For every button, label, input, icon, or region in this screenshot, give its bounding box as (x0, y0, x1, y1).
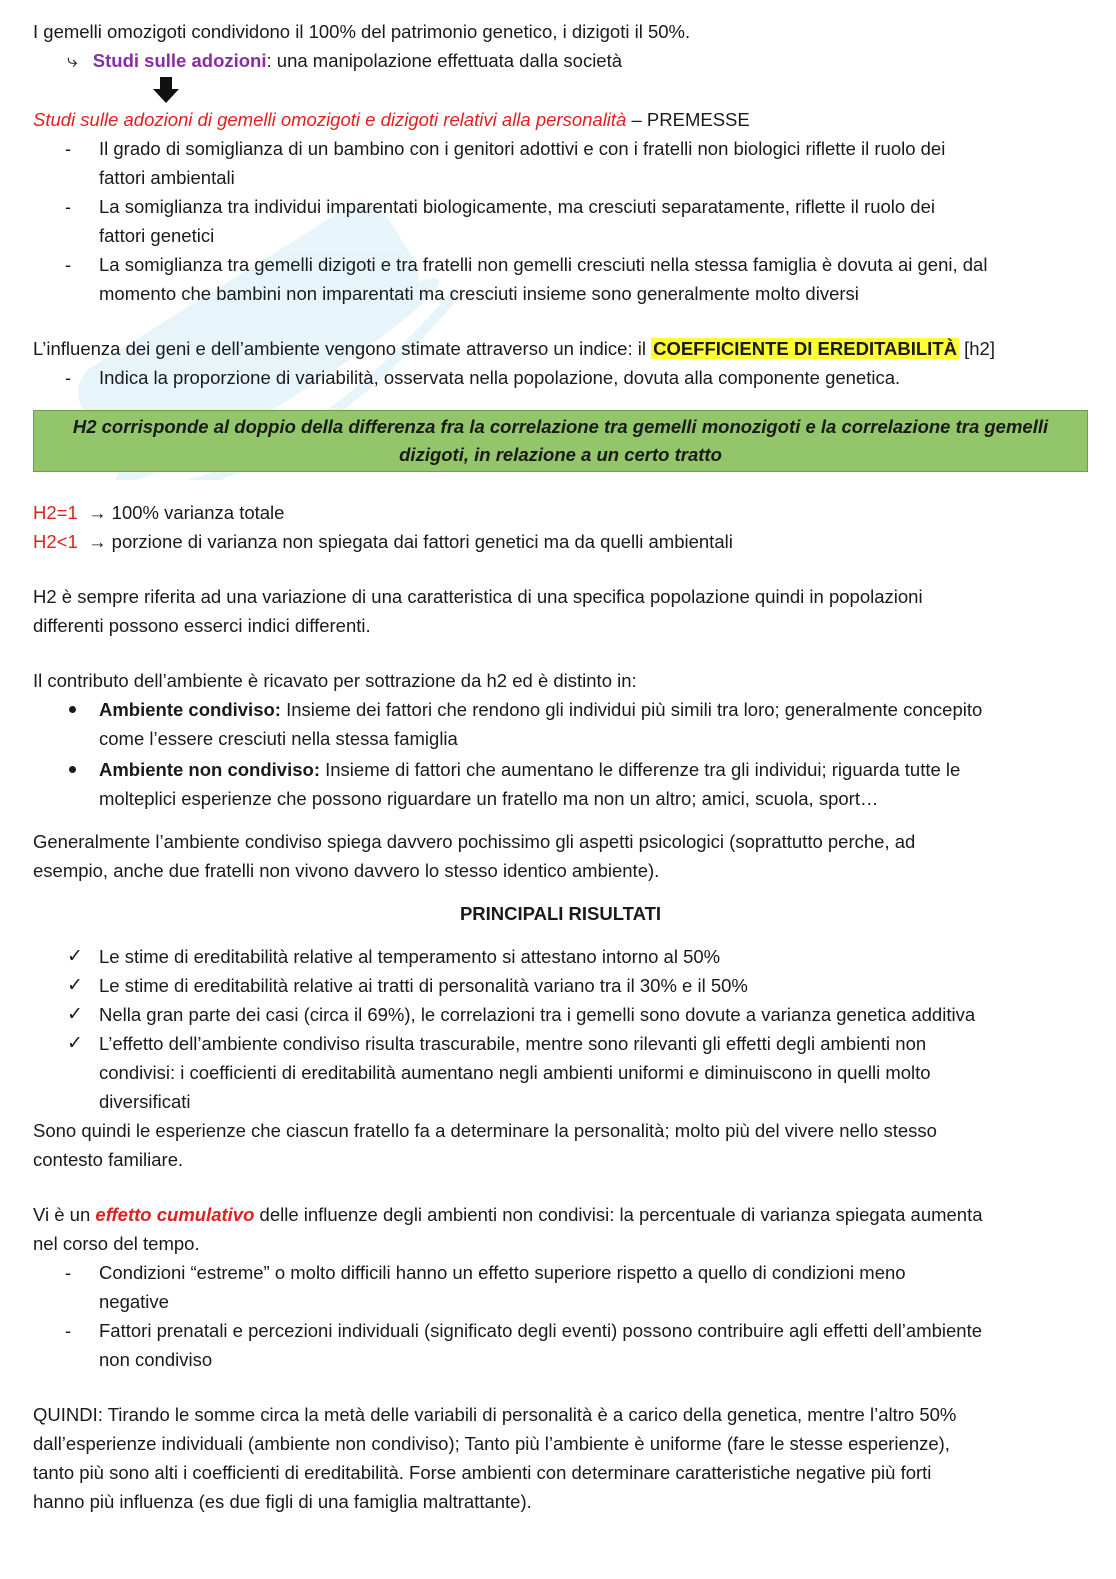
h2-value-text: porzione di varianza non spiegata dai fattori genetici ma da quelli ambientali (111, 531, 733, 552)
cumulative-intro (33, 1200, 1088, 1229)
results-conclusion-line-1: Sono quindi le esperienze che ciascun fratello fa a determinare la personalità; molto più del vivere nello stesso (33, 1120, 937, 1141)
heritability-highlight: COEFFICIENTE DI EREDITABILITÀ (653, 338, 957, 359)
check-icon: ✓ (67, 1033, 83, 1054)
heritability-intro-text: L’influenza dei geni e dell’ambiente vengono stimate attraverso un indice: il (33, 338, 652, 359)
definition-line-1: H2 corrisponde al doppio della differenza fra la correlazione tra gemelli monozigoti e la correlazione tra gemelli (72, 416, 1049, 437)
document-body (33, 17, 1088, 1516)
results-list-item (33, 942, 1088, 971)
result-line: Le stime di ereditabilità relative ai tratti di personalità variano tra il 30% e il 50% (99, 975, 748, 996)
h2-value-row (33, 527, 1088, 556)
result-line: condivisi: i coefficienti di ereditabilità aumentano negli ambienti uniformi e diminuiscono in quelli molto (99, 1062, 931, 1083)
down-arrow-icon (151, 75, 1088, 105)
environment-list-item (33, 695, 1088, 753)
h2-value-text: 100% varianza totale (111, 502, 285, 523)
heritability-item-text: Indica la proporzione di variabilità, osservata nella popolazione, dovuta alla componente genetica. (99, 367, 901, 388)
premise-3-line-1: La somiglianza tra gemelli dizigoti e tra fratelli non gemelli cresciuti nella stessa famiglia è dovuta ai geni, dal (99, 254, 988, 275)
environment-intro: Il contributo dell’ambiente è ricavato per sottrazione da h2 ed è distinto in: (33, 670, 637, 691)
cumulative-list-item (33, 1258, 1088, 1316)
cumulative-highlight: effetto cumulativo (95, 1204, 255, 1225)
check-icon: ✓ (67, 946, 83, 967)
environment-desc-line-2: molteplici esperienze che possono riguardare un fratello ma non un altro; amici, scuola, sport… (99, 788, 879, 809)
summary-line-2: dall’esperienze individuali (ambiente non condiviso); Tanto più l’ambiente è uniforme (fare le stesse esperienze), (33, 1433, 950, 1454)
cumulative-item-line: negative (99, 1291, 169, 1312)
results-list-item (33, 1000, 1088, 1029)
result-line: L’effetto dell’ambiente condiviso risulta trascurabile, mentre sono rilevanti gli effetti degli ambienti non (99, 1033, 927, 1054)
summary-line-1: QUINDI: Tirando le somme circa la metà delle variabili di personalità è a carico della genetica, mentre l’altro 50% (33, 1404, 957, 1425)
environment-term: Ambiente non condiviso: (99, 759, 320, 780)
environment-desc-line-2: come l’essere cresciuti nella stessa famiglia (99, 728, 458, 749)
premise-1-line-2: fattori ambientali (99, 167, 235, 188)
adoption-note (67, 46, 1088, 75)
dash-icon: - (65, 1262, 72, 1283)
premises-title: Studi sulle adozioni di gemelli omozigoti e dizigoti relativi alla personalità (33, 109, 627, 130)
premises-list-item (33, 134, 1088, 192)
bullet-icon (69, 706, 76, 713)
cumulative-rest: delle influenze degli ambienti non condivisi: la percentuale di varianza spiegata aumenta (254, 1204, 983, 1225)
adoption-highlight: Studi sulle adozioni (92, 50, 267, 71)
definition-box (33, 410, 1088, 472)
premise-2-line-2: fattori genetici (99, 225, 215, 246)
h2-note-line-2: differenti possono esserci indici differenti. (33, 615, 371, 636)
environment-term: Ambiente condiviso: (99, 699, 281, 720)
h2-value-row (33, 498, 1088, 527)
hook-arrow-icon: ⤷ (67, 50, 78, 71)
results-list-item (33, 1029, 1088, 1116)
adoption-rest: : una manipolazione effettuata dalla società (266, 50, 623, 71)
heritability-intro (33, 334, 1088, 363)
cumulative-item-line: Condizioni “estreme” o molto difficili hanno un effetto superiore rispetto a quello di condizioni meno (99, 1262, 906, 1283)
environment-list-item (33, 755, 1088, 813)
cumulative-line-2: nel corso del tempo. (33, 1233, 200, 1254)
check-icon: ✓ (67, 1004, 83, 1025)
cumulative-item-line: non condiviso (99, 1349, 213, 1370)
premise-3-line-2: momento che bambini non imparentati ma cresciuti insieme sono generalmente molto diversi (99, 283, 859, 304)
right-arrow-icon: → (82, 531, 112, 552)
intro-line: I gemelli omozigoti condividono il 100% del patrimonio genetico, i dizigoti il 50%. (33, 21, 691, 42)
result-line: diversificati (99, 1091, 191, 1112)
cumulative-item-line: Fattori prenatali e percezioni individuali (significato degli eventi) possono contribuire agli effetti dell’ambiente (99, 1320, 983, 1341)
summary-line-4: hanno più influenza (es due figli di una famiglia maltrattante). (33, 1491, 532, 1512)
dash-icon: - (65, 196, 72, 217)
dash-icon: - (65, 254, 72, 275)
h2-value-label: H2<1 (33, 531, 78, 552)
h2-note-line-1: H2 è sempre riferita ad una variazione di una caratteristica di una specifica popolazione quindi in popolazioni (33, 586, 923, 607)
dash-icon: - (65, 138, 72, 159)
results-conclusion-line-2: contesto familiare. (33, 1149, 184, 1170)
dash-icon: - (65, 367, 72, 388)
right-arrow-icon: → (82, 502, 112, 523)
premises-list-item (33, 192, 1088, 250)
results-list-item (33, 971, 1088, 1000)
dash-icon: - (65, 1320, 72, 1341)
environment-desc-line-1: Insieme dei fattori che rendono gli individui più simili tra loro; generalmente concepito (280, 699, 983, 720)
premises-list-item (33, 250, 1088, 308)
shared-env-note-line-1: Generalmente l’ambiente condiviso spiega davvero pochissimo gli aspetti psicologici (soprattutto perche, ad (33, 831, 916, 852)
results-heading: PRINCIPALI RISULTATI (459, 903, 662, 924)
result-line: Nella gran parte dei casi (circa il 69%), le correlazioni tra i gemelli sono dovute a varianza genetica additiva (99, 1004, 976, 1025)
check-icon: ✓ (67, 975, 83, 996)
shared-env-note-line-2: esempio, anche due fratelli non vivono davvero lo stesso identico ambiente). (33, 860, 660, 881)
cumulative-list-item (33, 1316, 1088, 1374)
heritability-list-item (33, 363, 1088, 392)
heritability-suffix: [h2] (958, 338, 995, 359)
bullet-icon (69, 766, 76, 773)
definition-line-2: dizigoti, in relazione a un certo tratto (399, 444, 722, 465)
premise-2-line-1: La somiglianza tra individui imparentati biologicamente, ma cresciuti separatamente, riflette il ruolo dei (99, 196, 935, 217)
environment-desc-line-1: Insieme di fattori che aumentano le differenze tra gli individui; riguarda tutte le (319, 759, 961, 780)
summary-line-3: tanto più sono alti i coefficienti di ereditabilità. Forse ambienti con determinare caratteristiche negative più forti (33, 1462, 932, 1483)
h2-value-label: H2=1 (33, 502, 78, 523)
premises-suffix: – PREMESSE (626, 109, 750, 130)
cumulative-prefix: Vi è un (33, 1204, 96, 1225)
premises-heading (33, 105, 1088, 134)
result-line: Le stime di ereditabilità relative al temperamento si attestano intorno al 50% (99, 946, 721, 967)
premise-1-line-1: Il grado di somiglianza di un bambino con i genitori adottivi e con i fratelli non biologici riflette il ruolo dei (99, 138, 946, 159)
